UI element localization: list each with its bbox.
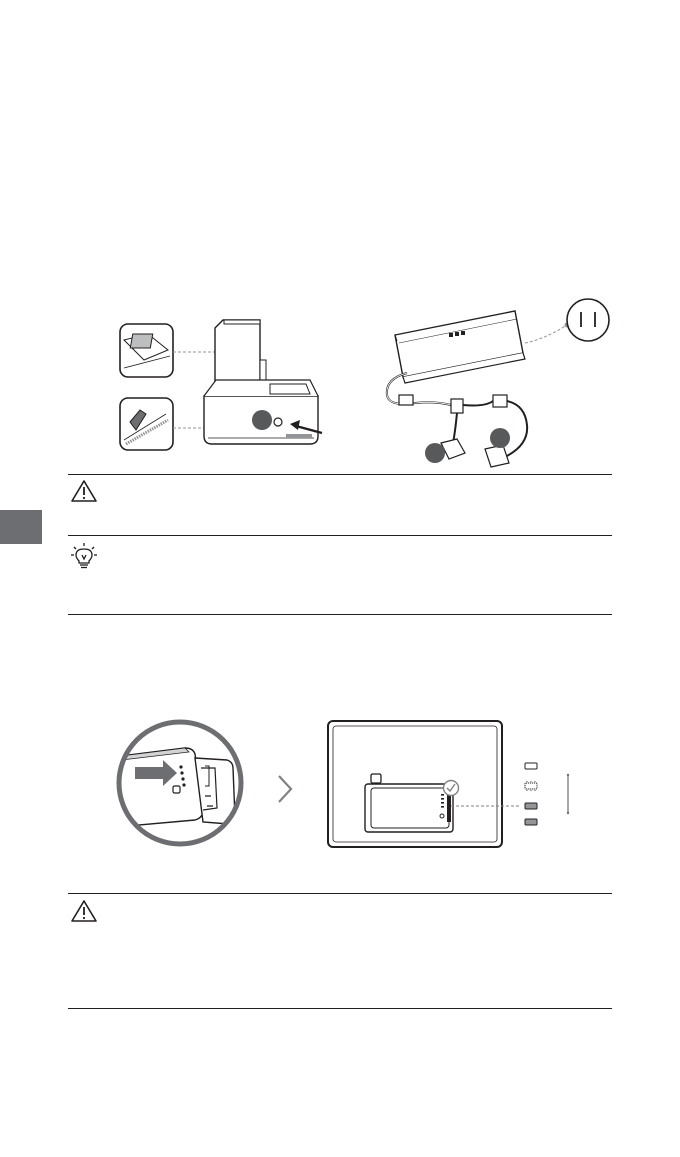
note-divider-bottom bbox=[68, 614, 612, 615]
battery-insertion-figure bbox=[115, 718, 245, 848]
magnified-port-icon bbox=[120, 398, 173, 450]
note-divider-top bbox=[68, 474, 612, 475]
check-icon bbox=[444, 781, 459, 796]
note-divider-top-2 bbox=[68, 893, 612, 894]
charging-hub-figure bbox=[110, 310, 340, 455]
power-adapter-figure bbox=[375, 295, 615, 470]
magnified-contacts-icon bbox=[120, 324, 173, 377]
warning-icon bbox=[71, 900, 97, 922]
step-marker-2 bbox=[425, 443, 445, 463]
note-divider-bottom-2 bbox=[68, 1008, 612, 1009]
warning-icon bbox=[71, 480, 97, 502]
chevron-right-icon bbox=[276, 774, 294, 804]
remote-controller-figure bbox=[325, 718, 585, 850]
step-marker-3 bbox=[490, 428, 510, 448]
battery-level-led-icon bbox=[525, 763, 537, 825]
lightbulb-icon bbox=[70, 542, 98, 570]
step-marker-1 bbox=[252, 410, 272, 430]
remote-controller-icon bbox=[328, 721, 502, 847]
chapter-side-tab bbox=[0, 510, 42, 544]
note-divider bbox=[68, 535, 612, 536]
power-adapter-icon bbox=[395, 311, 525, 383]
led-range-indicator bbox=[567, 774, 569, 814]
power-outlet-icon bbox=[567, 299, 609, 341]
